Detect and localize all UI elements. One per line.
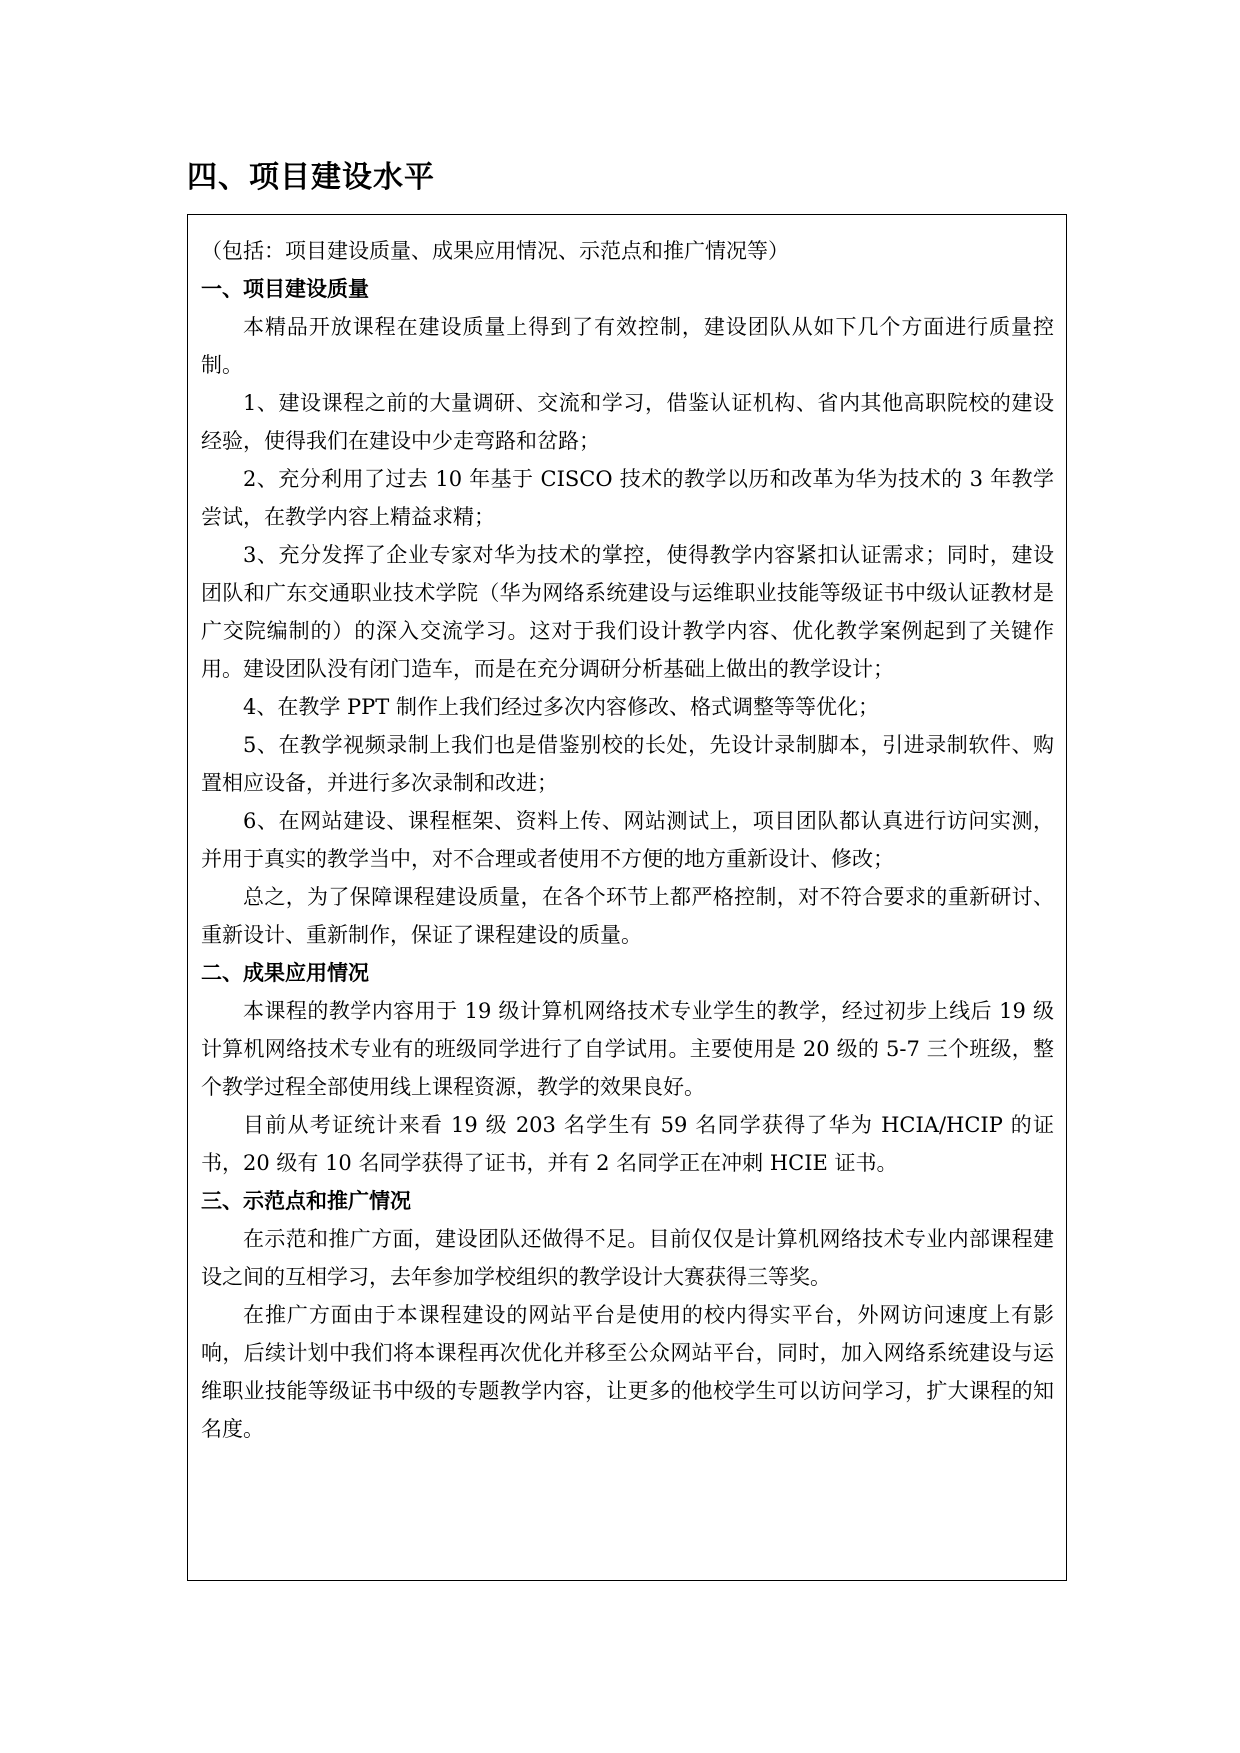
- section-title: 二、成果应用情况: [201, 961, 369, 985]
- paragraph: 本精品开放课程在建设质量上得到了有效控制，建设团队从如下几个方面进行质量控制。: [201, 315, 1054, 377]
- content-box: [187, 214, 1067, 1581]
- section-promotion: [201, 1182, 1054, 1448]
- paragraph: 在示范和推广方面，建设团队还做得不足。目前仅仅是计算机网络技术专业内部课程建设之间的互相学习，去年参加学校组织的教学设计大赛获得三等奖。: [201, 1227, 1054, 1289]
- paragraph: 目前从考证统计来看 19 级 203 名学生有 59 名同学获得了华为 HCIA/HCIP 的证书，20 级有 10 名同学获得了证书，并有 2 名同学正在冲刺 HCIE 证书。: [201, 1113, 1054, 1175]
- paragraph: 3、充分发挥了企业专家对华为技术的掌控，使得教学内容紧扣认证需求；同时，建设团队和广东交通职业技术学院（华为网络系统建设与运维职业技能等级证书中级认证教材是广交院编制的）的深入交流学习。这对于我们设计教学内容、优化教学案例起到了关键作用。建设团队没有闭门造车，而是在充分调研分析基础上做出的教学设计；: [201, 543, 1054, 681]
- section-title: 一、项目建设质量: [201, 277, 369, 301]
- paragraph: 本课程的教学内容用于 19 级计算机网络技术专业学生的教学，经过初步上线后 19 级计算机网络技术专业有的班级同学进行了自学试用。主要使用是 20 级的 5-7 三个班级，整个教学过程全部使用线上课程资源，教学的效果良好。: [201, 999, 1054, 1099]
- paragraph: 6、在网站建设、课程框架、资料上传、网站测试上，项目团队都认真进行访问实测，并用于真实的教学当中，对不合理或者使用不方便的地方重新设计、修改；: [201, 809, 1054, 871]
- paragraph: 4、在教学 PPT 制作上我们经过多次内容修改、格式调整等等优化；: [243, 695, 879, 719]
- section-quality: [201, 270, 1054, 954]
- paragraph: 2、充分利用了过去 10 年基于 CISCO 技术的教学以历和改革为华为技术的 3 年教学尝试，在教学内容上精益求精；: [201, 467, 1054, 529]
- page-title: 四、项目建设水平: [187, 160, 435, 195]
- scope-note: （包括：项目建设质量、成果应用情况、示范点和推广情况等）: [201, 239, 789, 263]
- section-title: 三、示范点和推广情况: [201, 1189, 411, 1213]
- section-application: [201, 954, 1054, 1182]
- paragraph: 1、建设课程之前的大量调研、交流和学习，借鉴认证机构、省内其他高职院校的建设经验，使得我们在建设中少走弯路和岔路；: [201, 391, 1054, 453]
- paragraph: 总之，为了保障课程建设质量，在各个环节上都严格控制，对不符合要求的重新研讨、重新设计、重新制作，保证了课程建设的质量。: [201, 885, 1054, 947]
- paragraph: 在推广方面由于本课程建设的网站平台是使用的校内得实平台，外网访问速度上有影响，后续计划中我们将本课程再次优化并移至公众网站平台，同时，加入网络系统建设与运维职业技能等级证书中级的专题教学内容，让更多的他校学生可以访问学习，扩大课程的知名度。: [201, 1303, 1054, 1441]
- paragraph: 5、在教学视频录制上我们也是借鉴别校的长处，先设计录制脚本，引进录制软件、购置相应设备，并进行多次录制和改进；: [201, 733, 1054, 795]
